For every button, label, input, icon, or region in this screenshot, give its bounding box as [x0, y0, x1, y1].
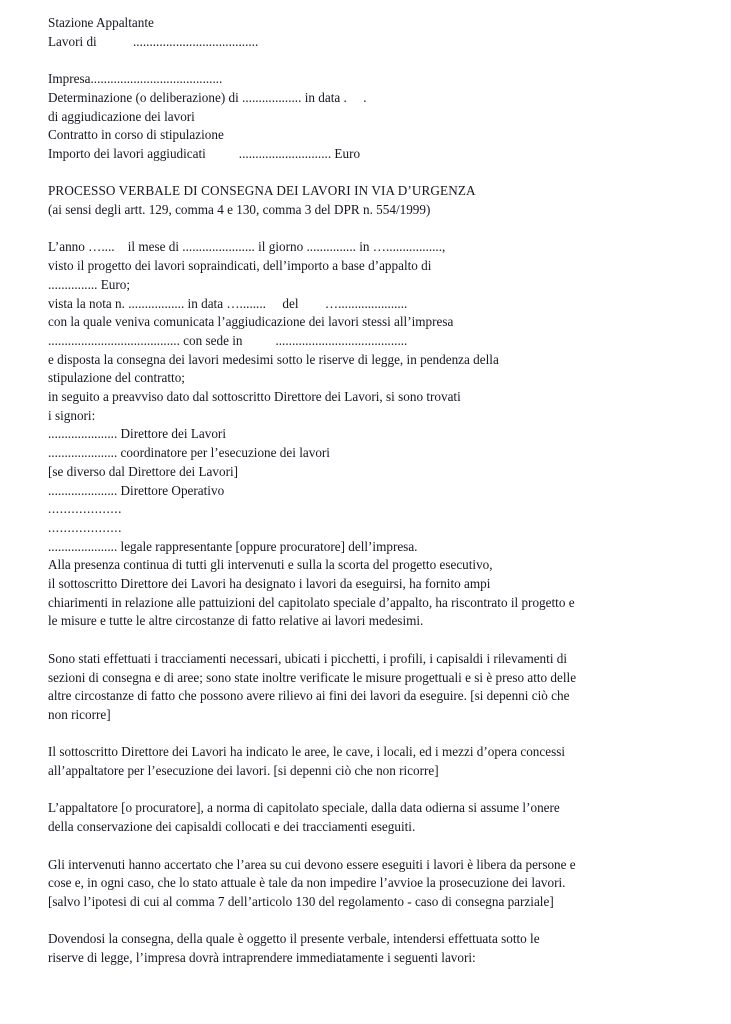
line-stipulazione-contratto: stipulazione del contratto;	[48, 370, 185, 386]
line-misure-circostanze: le misure e tutte le altre circostanze di fatto relative ai lavori medesimi.	[48, 613, 424, 629]
spacer	[48, 164, 701, 183]
line-designato-lavori: il sottoscritto Direttore dei Lavori ha designato i lavori da eseguirsi, ha fornito ampi	[48, 576, 491, 592]
spacer	[48, 725, 701, 744]
identification-block	[48, 70, 701, 164]
line-comunicata-aggiudicazione: con la quale veniva comunicata l’aggiudicazione dei lavori stessi all’impresa	[48, 314, 454, 330]
paragraph-line: [salvo l’ipotesi di cui al comma 7 dell’articolo 130 del regolamento - caso di consegna parziale]	[48, 893, 554, 909]
paragraph-line: della conservazione dei capisaldi collocati e dei tracciamenti eseguiti.	[48, 819, 416, 835]
paragraph-line: non ricorre]	[48, 706, 111, 722]
field-vista-nota: vista la nota n. ................. in data …........ del ….....................	[48, 295, 408, 311]
field-aggiudicazione-lavori: di aggiudicazione dei lavori	[48, 108, 195, 124]
field-blank-signer-2: ...................	[48, 519, 123, 535]
paragraph-line: Sono stati effettuati i tracciamenti necessari, ubicati i picchetti, i profili, i capisaldi i rilevamenti di	[48, 650, 568, 666]
spacer	[48, 51, 701, 70]
page-title: PROCESSO VERBALE DI CONSEGNA DEI LAVORI IN VIA D’URGENZA	[48, 183, 476, 199]
document-title-block	[48, 182, 701, 219]
spacer	[48, 837, 701, 856]
field-anno-mese-giorno: L’anno ….... il mese di ...................... il giorno ............... in ….................,	[48, 239, 446, 255]
paragraph-line: sezioni di consegna e di aree; sono state inoltre verificate le misure progettuali e si è preso atto delle	[48, 669, 577, 685]
field-blank-signer-1: ...................	[48, 501, 123, 517]
paragraph-line: Gli intervenuti hanno accertato che l’area su cui devono essere eseguiti i lavori è libera da persone e	[48, 856, 576, 872]
spacer	[48, 781, 701, 800]
line-disposta-consegna: e disposta la consegna dei lavori medesimi sotto le riserve di legge, in pendenza della	[48, 351, 499, 367]
field-direttore-dei-lavori: ..................... Direttore dei Lavori	[48, 426, 226, 442]
line-visto-progetto: visto il progetto dei lavori sopraindicati, dell’importo a base d’appalto di	[48, 258, 432, 274]
preamble-block	[48, 238, 701, 425]
header-block	[48, 14, 701, 51]
paragraph-area-libera	[48, 856, 701, 912]
line-i-signori: i signori:	[48, 407, 96, 423]
paragraph-dovendosi-consegna	[48, 930, 701, 967]
field-lavori-di: Lavori di ......................................	[48, 33, 259, 49]
paragraph-line: all’appaltatore per l’esecuzione dei lavori. [si depenni ciò che non ricorre]	[48, 763, 439, 779]
statement-block	[48, 556, 701, 631]
paragraph-line: Il sottoscritto Direttore dei Lavori ha indicato le aree, le cave, i locali, ed i mezzi d’opera concessi	[48, 744, 566, 760]
field-direttore-operativo: ..................... Direttore Operativo	[48, 482, 225, 498]
field-determinazione: Determinazione (o deliberazione) di .................. in data . .	[48, 89, 367, 105]
field-impresa-sede: ........................................ con sede in ........................................	[48, 332, 408, 348]
spacer	[48, 912, 701, 931]
field-importo-lavori: Importo dei lavori aggiudicati ............................ Euro	[48, 145, 361, 161]
line-chiarimenti-capitolato: chiarimenti in relazione alle pattuizioni del capitolato speciale d’appalto, ha riscontrato il progetto e	[48, 594, 575, 610]
field-impresa: Impresa........................................	[48, 71, 223, 87]
note-se-diverso-direttore: [se diverso dal Direttore dei Lavori]	[48, 463, 239, 479]
spacer	[48, 220, 701, 239]
spacer	[48, 631, 701, 650]
paragraph-line: cose e, in ogni caso, che lo stato attuale è tale da non impedire l’avvioe la prosecuzione dei lavori.	[48, 875, 566, 891]
paragraph-tracciamenti	[48, 650, 701, 725]
paragraph-aree-cave	[48, 743, 701, 780]
paragraph-line: L’appaltatore [o procuratore], a norma di capitolato speciale, dalla data odierna si assume l’onere	[48, 800, 560, 816]
line-preavviso: in seguito a preavviso dato dal sottoscritto Direttore dei Lavori, si sono trovati	[48, 389, 461, 405]
paragraph-onere-conservazione	[48, 799, 701, 836]
paragraph-line: altre circostanze di fatto che possono avere rilievo ai fini dei lavori da eseguire. [si depenni ciò che	[48, 688, 570, 704]
field-legale-rappresentante: ..................... legale rappresentante [oppure procuratore] dell’impresa.	[48, 538, 418, 554]
field-stazione-appaltante: Stazione Appaltante	[48, 15, 154, 30]
document-body	[48, 14, 701, 968]
field-coordinatore-esecuzione: ..................... coordinatore per l’esecuzione dei lavori	[48, 445, 330, 461]
page-subtitle: (ai sensi degli artt. 129, comma 4 e 130, comma 3 del DPR n. 554/1999)	[48, 202, 431, 217]
line-presenza-continua: Alla presenza continua di tutti gli intervenuti e sulla la scorta del progetto esecutivo,	[48, 557, 493, 573]
field-importo-base-appalto: ............... Euro;	[48, 276, 131, 292]
field-contratto-stipulazione: Contratto in corso di stipulazione	[48, 127, 224, 143]
paragraph-line: riserve di legge, l’impresa dovrà intraprendere immediatamente i seguenti lavori:	[48, 950, 476, 966]
paragraph-line: Dovendosi la consegna, della quale è oggetto il presente verbale, intendersi effettuata sotto le	[48, 931, 540, 947]
attendees-block	[48, 425, 701, 556]
